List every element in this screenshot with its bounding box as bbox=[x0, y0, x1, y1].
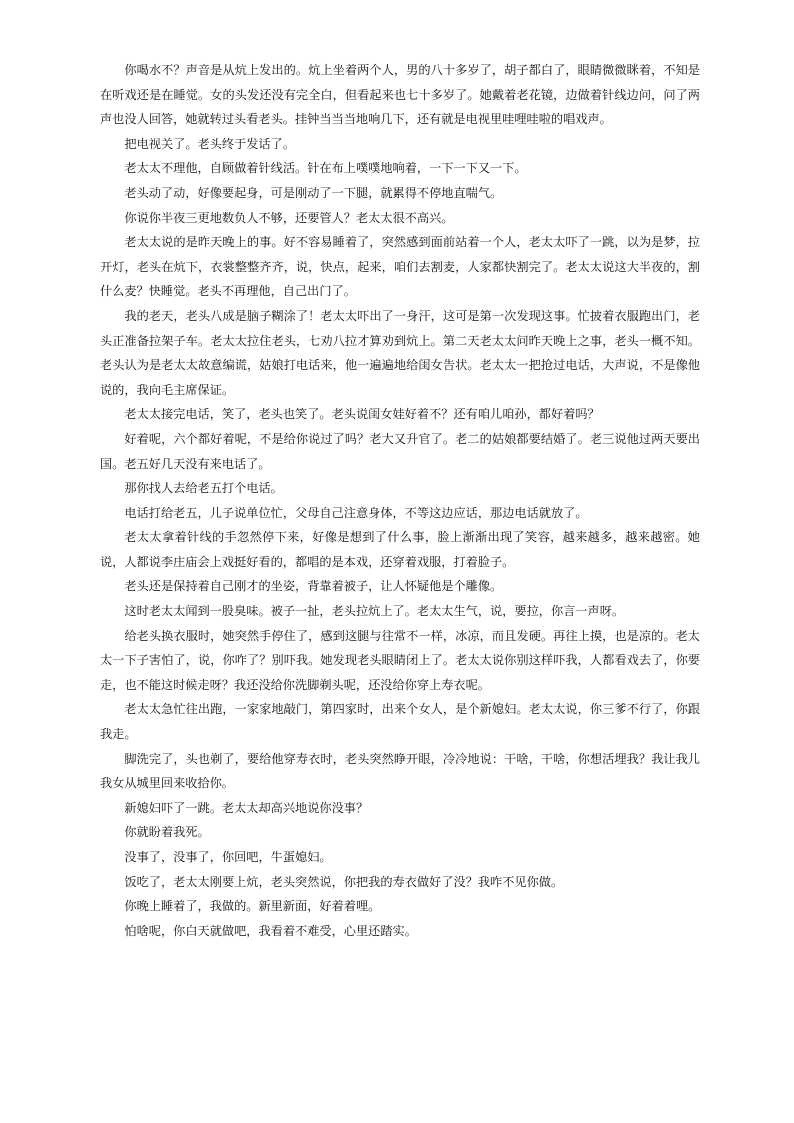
paragraph: 怕啥呢，你白天就做吧，我看着不难受，心里还踏实。 bbox=[124, 923, 417, 938]
paragraph: 老太太不理他，自顾做着针线活。针在布上噗噗地响着，一下一下又一下。 bbox=[124, 161, 527, 176]
paragraph: 你晚上睡着了，我做的。新里新面，好着着哩。 bbox=[124, 899, 381, 914]
paragraph: 新媳妇吓了一跳。老太太却高兴地说你没事？ bbox=[124, 800, 369, 815]
paragraph: 老头还是保持着自己刚才的坐姿，背靠着被子，让人怀疑他是个雕像。 bbox=[124, 579, 503, 594]
paragraph: 你喝水不？声音是从炕上发出的。炕上坐着两个人，男的八十多岁了，胡子都白了，眼睛微微眯着，不知是在听戏还是在睡觉。女的头发还没有完全白，但看起来也七十多岁了。她戴着老花镜，边做着针线边问，问了两声也没人回答，她就转过头看老头。挂钟当当当地响几下，还有就是电视里哇哩哇啦的唱戏声。 bbox=[100, 63, 700, 127]
paragraph: 你说你半夜三更地数负人不够，还要管人？老太太很不高兴。 bbox=[124, 210, 454, 225]
paragraph: 老太太接完电话，笑了，老头也笑了。老头说闺女娃好着不？还有咱儿咱孙，都好着吗？ bbox=[124, 407, 600, 422]
paragraph: 给老头换衣服时，她突然手停住了，感到这腿与往常不一样，冰凉，而且发硬。再往上摸，也是凉的。老太太一下子害怕了，说，你咋了？别吓我。她发现老头眼睛闭上了。老太太说你别这样吓我，人都看戏去了，你要走，也不能这时候走呀？我还没给你洗脚剃头呢，还没给你穿上寿衣呢。 bbox=[100, 628, 700, 692]
paragraph: 电话打给老五，儿子说单位忙，父母自己注意身体，不等这边应话，那边电话就放了。 bbox=[124, 505, 588, 520]
paragraph: 把电视关了。老头终于发话了。 bbox=[124, 136, 296, 151]
paragraph: 那你找人去给老五打个电话。 bbox=[124, 481, 283, 496]
paragraph: 这时老太太闻到一股臭味。被子一扯，老头拉炕上了。老太太生气，说，要拉，你言一声呀。 bbox=[124, 604, 625, 619]
document-body bbox=[100, 58, 700, 943]
paragraph: 我的老天，老头八成是脑子糊涂了！老太太吓出了一身汗，这可是第一次发现这事。忙披着衣服跑出门，老头正准备拉架子车。老太太拉住老头，七劝八拉才算劝到炕上。第二天老太太问昨天晚上之事，老头一概不知。老头认为是老太太故意编谎，姑娘打电话来，他一遍遍地给闺女告状。老太太一把抢过电话，大声说，不是像他说的，我向毛主席保证。 bbox=[100, 308, 700, 397]
paragraph: 老太太说的是昨天晚上的事。好不容易睡着了，突然感到面前站着一个人，老太太吓了一跳，以为是梦，拉开灯，老头在炕下，衣裳整整齐齐，说，快点，起来，咱们去割麦，人家都快割完了。老太太说这大半夜的，割什么麦？快睡觉。老头不再理他，自己出门了。 bbox=[100, 235, 700, 299]
paragraph: 没事了，没事了，你回吧，牛蛋媳妇。 bbox=[124, 850, 332, 864]
paragraph: 老太太拿着针线的手忽然停下来，好像是想到了什么事，脸上渐渐出现了笑容，越来越多，越来越密。她说，人都说李庄庙会上戏挺好看的，都唱的是本戏，还穿着戏服，打着脸子。 bbox=[100, 530, 700, 569]
paragraph: 老太太急忙往出跑，一家家地敲门，第四家时，出来个女人，是个新媳妇。老太太说，你三爹不行了，你跟我走。 bbox=[100, 702, 700, 742]
paragraph: 脚洗完了，头也剃了，要给他穿寿衣时，老头突然睁开眼，冷冷地说：干啥，干啥，你想活埋我？我让我儿我女从城里回来收拾你。 bbox=[100, 751, 700, 791]
paragraph: 老头动了动，好像要起身，可是刚动了一下腿，就累得不停地直喘气。 bbox=[124, 185, 503, 200]
paragraph: 你就盼着我死。 bbox=[124, 825, 210, 840]
paragraph: 饭吃了，老太太刚要上炕，老头突然说，你把我的寿衣做好了没？我咋不见你做。 bbox=[124, 874, 564, 889]
paragraph: 好着呢，六个都好着呢，不是给你说过了吗？老大又升官了。老二的姑娘都要结婚了。老三说他过两天要出国。老五好几天没有来电话了。 bbox=[100, 431, 700, 471]
